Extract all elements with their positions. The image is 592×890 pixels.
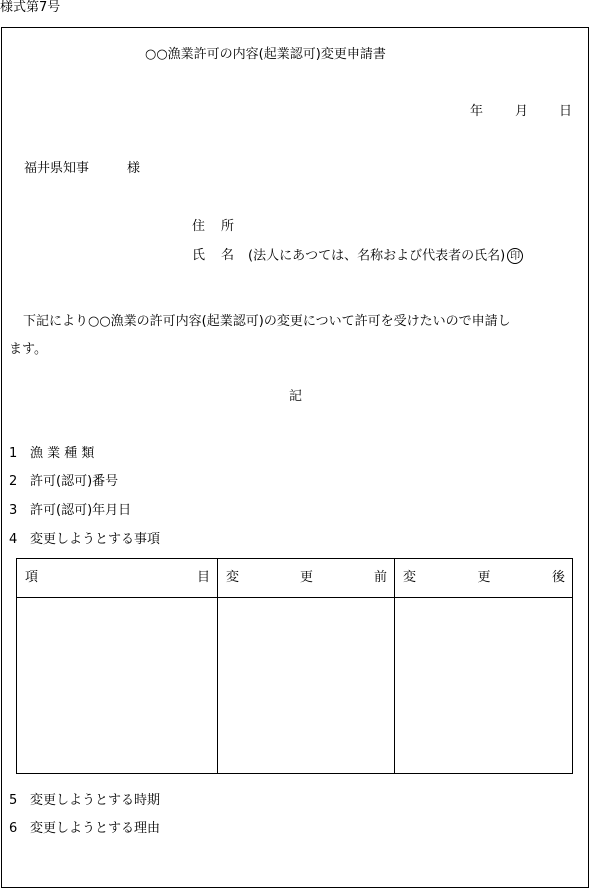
document-title: ○○漁業許可の内容(起業認可)変更申請書 — [145, 47, 386, 62]
address-label-1: 住 — [192, 219, 206, 234]
body-line-2: ます。 — [9, 342, 47, 357]
ki-heading: 記 — [289, 389, 303, 404]
address-label-2: 所 — [221, 219, 235, 234]
item-number: 6 — [9, 821, 18, 836]
cell-before[interactable] — [218, 598, 395, 774]
header-item: 項 目 — [17, 559, 218, 598]
body-line-1: 下記により○○漁業の許可内容(起業認可)の変更について許可を受けたいので申請し — [23, 314, 511, 329]
date-year: 年 — [470, 104, 484, 119]
item-text: 変更しようとする時期 — [30, 793, 161, 808]
seal-mark: 印 — [507, 248, 523, 264]
item-text: 漁 業 種 類 — [30, 446, 95, 461]
date-day: 日 — [559, 104, 573, 119]
item-number: 2 — [9, 474, 18, 489]
date-month: 月 — [515, 104, 529, 119]
form-number: 様式第7号 — [0, 0, 61, 15]
item-text: 許可(認可)年月日 — [30, 503, 132, 518]
header-after: 変 更 後 — [395, 559, 573, 598]
item-number: 1 — [9, 446, 18, 461]
cell-item[interactable] — [17, 598, 218, 774]
cell-after[interactable] — [395, 598, 573, 774]
table-header-row — [17, 559, 573, 598]
item-number: 4 — [9, 532, 18, 547]
change-table — [16, 558, 573, 774]
name-label-1: 氏 — [192, 248, 206, 263]
header-before: 変 更 前 — [218, 559, 395, 598]
item-text: 許可(認可)番号 — [30, 474, 119, 489]
item-text: 変更しようとする理由 — [30, 821, 161, 836]
item-text: 変更しようとする事項 — [30, 532, 161, 547]
name-note — [248, 248, 523, 265]
name-label-2: 名 — [221, 248, 235, 263]
addressee-honorific: 様 — [127, 161, 141, 176]
item-number: 3 — [9, 503, 18, 518]
table-row — [17, 598, 573, 774]
name-note-text: (法人にあつては、名称および代表者の氏名) — [248, 248, 506, 264]
item-number: 5 — [9, 793, 18, 808]
addressee-name: 福井県知事 — [24, 161, 90, 176]
